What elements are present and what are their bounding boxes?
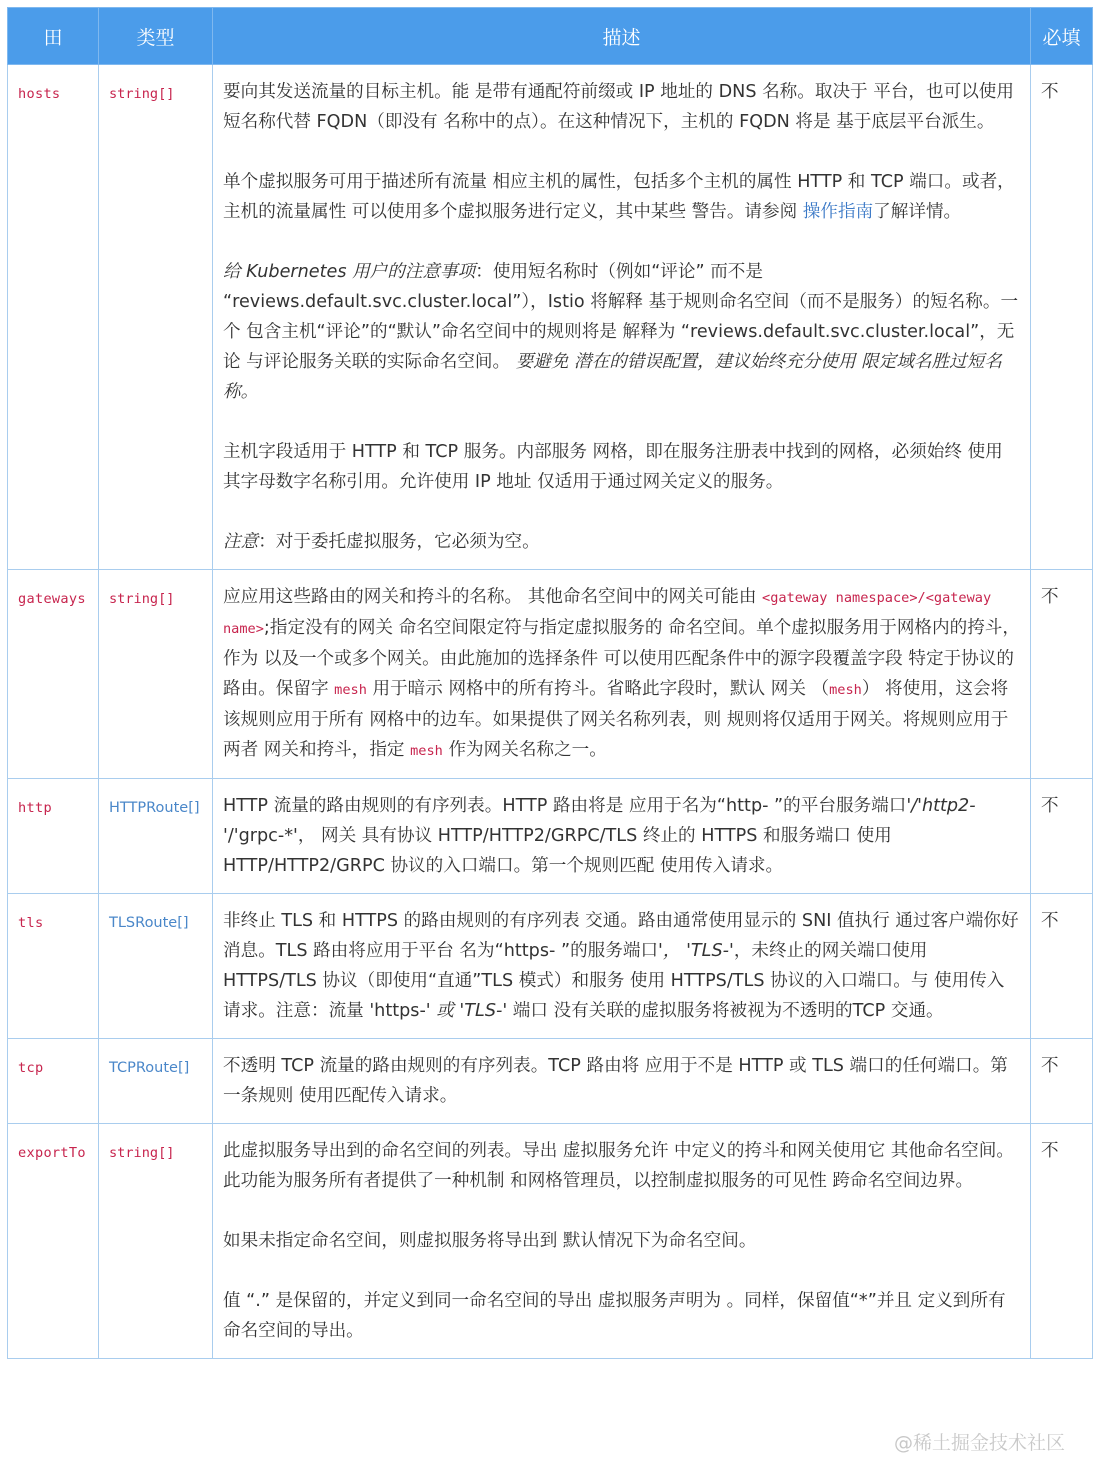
- field-description: 应应用这些路由的网关和挎斗的名称。 其他命名空间中的网关可能由 <gateway namespace>/<gateway name>;指定没有的网关 命名空间限定符与指定虚拟服务的 命名空间。单个虚拟服务用于网格内的挎斗，作为 以及一个或多个网关。由此施加的选择条件 可以使用匹配条件中的源字段覆盖字段 特定于协议的路由。保留字 mesh 用于暗示 网格中的所有挎斗。省略此字段时，默认 网关 （mesh） 将使用，这会将该规则应用于所有 网格中的边车。如果提供了网关名称列表，则 规则将仅适用于网关。将规则应用于两者 网关和挎斗，指定 mesh 作为网关名称之一。: [213, 570, 1031, 779]
- field-name: tcp: [18, 1060, 44, 1076]
- header-field: 田: [8, 8, 99, 65]
- field-description: 不透明 TCP 流量的路由规则的有序列表。TCP 路由将 应用于不是 HTTP 或 TLS 端口的任何端口。第一条规则 使用匹配传入请求。: [213, 1039, 1031, 1124]
- field-required: 不: [1031, 1039, 1093, 1124]
- field-type: string[]: [109, 86, 175, 102]
- spec-table: [7, 7, 1093, 1359]
- field-description: 非终止 TLS 和 HTTPS 的路由规则的有序列表 交通。路由通常使用显示的 SNI 值执行 通过客户端你好消息。TLS 路由将应用于平台 名为“https- ”的服务端口'， 'TLS-'，未终止的网关端口使用 HTTPS/TLS 协议（即使用“直通”TLS 模式）和服务 使用 HTTPS/TLS 协议的入口端口。与 使用传入请求。注意：流量 'https-' 或 'TLS-' 端口 没有关联的虚拟服务将被视为不透明的TCP 交通。: [213, 894, 1031, 1039]
- field-type: string[]: [109, 1145, 175, 1161]
- field-required: 不: [1031, 1124, 1093, 1359]
- field-name: hosts: [18, 86, 61, 102]
- header-description: 描述: [213, 8, 1031, 65]
- field-description: 要向其发送流量的目标主机。能 是带有通配符前缀或 IP 地址的 DNS 名称。取决于 平台，也可以使用短名称代替 FQDN（即没有 名称中的点）。在这种情况下，主机的 FQDN 将是 基于底层平台派生。 单个虚拟服务可用于描述所有流量 相应主机的属性，包括多个主机的属性 HTTP 和 TCP 端口。或者，主机的流量属性 可以使用多个虚拟服务进行定义，其中某些 警告。请参阅 操作指南了解详情。 给 Kubernetes 用户的注意事项：使用短名称时（例如“评论” 而不是 “reviews.default.svc.cluster.local”），Istio 将解释 基于规则命名空间（而不是服务）的短名称。一个 包含主机“评论”的“默认”命名空间中的规则将是 解释为 “reviews.default.svc.cluster.local”，无论 与评论服务关联的实际命名空间。 要避免 潜在的错误配置，建议始终充分使用 限定域名胜过短名称。 主机字段适用于 HTTP 和 TCP 服务。内部服务 网格，即在服务注册表中找到的网格，必须始终 使用其字母数字名称引用。允许使用 IP 地址 仅适用于通过网关定义的服务。 注意：对于委托虚拟服务，它必须为空。: [213, 65, 1031, 570]
- table-row-http: [8, 779, 1093, 894]
- field-name: http: [18, 800, 52, 816]
- field-required: 不: [1031, 779, 1093, 894]
- field-name: tls: [18, 915, 44, 931]
- field-name: exportTo: [18, 1145, 86, 1161]
- table-row-exportto: [8, 1124, 1093, 1359]
- header-type: 类型: [99, 8, 213, 65]
- table-row-hosts: [8, 65, 1093, 570]
- field-required: 不: [1031, 65, 1093, 570]
- field-name: gateways: [18, 591, 86, 607]
- field-description: 此虚拟服务导出到的命名空间的列表。导出 虚拟服务允许 中定义的挎斗和网关使用它 其他命名空间。此功能为服务所有者提供了一种机制 和网格管理员，以控制虚拟服务的可见性 跨命名空间边界。 如果未指定命名空间，则虚拟服务将导出到 默认情况下为命名空间。 值 “.” 是保留的，并定义到同一命名空间的导出 虚拟服务声明为 。同样，保留值“*”并且 定义到所有命名空间的导出。: [213, 1124, 1031, 1359]
- table-header-row: [8, 8, 1093, 65]
- field-type-link[interactable]: HTTPRoute[]: [109, 800, 200, 816]
- field-required: 不: [1031, 570, 1093, 779]
- field-required: 不: [1031, 894, 1093, 1039]
- field-type-link[interactable]: TLSRoute[]: [109, 915, 189, 931]
- field-type-link[interactable]: TCPRoute[]: [109, 1060, 190, 1076]
- header-required: 必填: [1031, 8, 1093, 65]
- field-type: string[]: [109, 591, 175, 607]
- table-row-tcp: [8, 1039, 1093, 1124]
- table-row-gateways: [8, 570, 1093, 779]
- operations-guide-link[interactable]: 操作指南: [802, 202, 874, 222]
- table-row-tls: [8, 894, 1093, 1039]
- field-description: HTTP 流量的路由规则的有序列表。HTTP 路由将是 应用于名为“http- ”的平台服务端口'/'http2-'/'grpc-*'， 网关 具有协议 HTTP/HTTP2/GRPC/TLS 终止的 HTTPS 和服务端口 使用 HTTP/HTTP2/GRPC 协议的入口端口。第一个规则匹配 使用传入请求。: [213, 779, 1031, 894]
- watermark: @稀土掘金技术社区: [893, 1432, 1065, 1454]
